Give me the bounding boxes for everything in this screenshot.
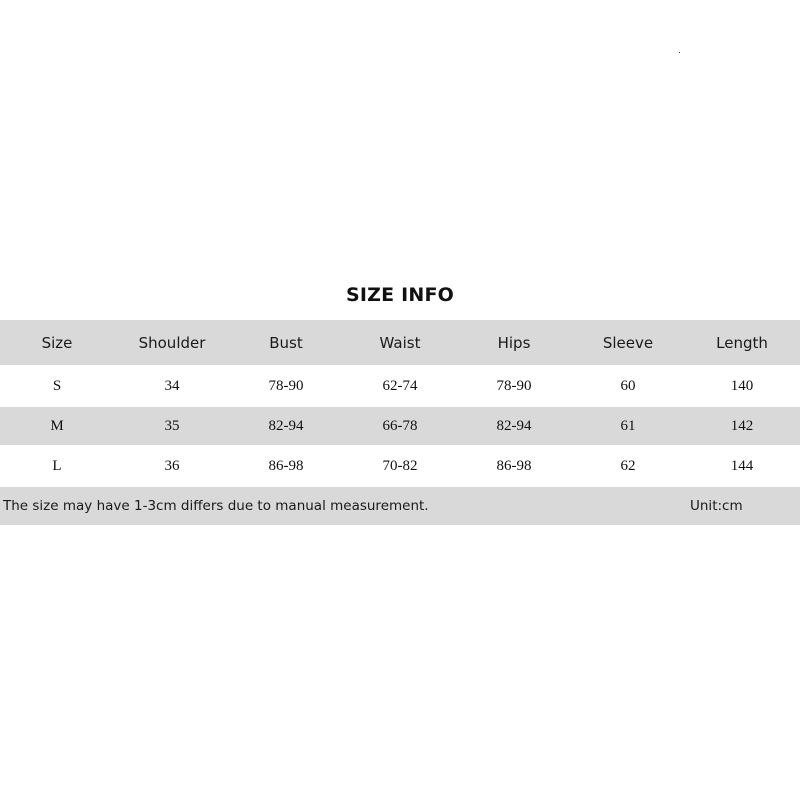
cell-waist: 62-74 [382,377,418,394]
table-row [0,367,800,405]
cell-hips: 86-98 [496,457,532,474]
cell-sleeve: 61 [620,417,636,434]
cell-length: 142 [730,417,754,434]
cell-size: S [52,377,62,394]
cell-hips: 82-94 [496,417,532,434]
header-length: Length [716,333,768,352]
cell-bust: 86-98 [268,457,304,474]
size-table [0,320,800,525]
cell-waist: 66-78 [382,417,418,434]
measurement-note: The size may have 1-3cm differs due to manual measurement. [3,498,429,514]
cell-size: M [50,417,64,434]
table-row [0,407,800,445]
page-title: SIZE INFO [345,284,455,306]
cell-shoulder: 36 [164,457,180,474]
cell-bust: 78-90 [268,377,304,394]
stray-dot [679,52,680,53]
header-bust: Bust [269,333,303,352]
cell-bust: 82-94 [268,417,304,434]
cell-length: 140 [730,377,754,394]
cell-shoulder: 35 [164,417,180,434]
table-row [0,447,800,485]
header-sleeve: Sleeve [602,333,654,352]
table-footer-row [0,487,800,525]
cell-shoulder: 34 [164,377,180,394]
cell-sleeve: 62 [620,457,636,474]
header-waist: Waist [379,333,421,352]
unit-label: Unit:cm [690,498,743,514]
cell-hips: 78-90 [496,377,532,394]
header-size: Size [41,333,73,352]
cell-waist: 70-82 [382,457,418,474]
table-header-row [0,320,800,365]
cell-sleeve: 60 [620,377,636,394]
cell-size: L [52,457,62,474]
header-shoulder: Shoulder [138,333,206,352]
cell-length: 144 [730,457,754,474]
header-hips: Hips [497,333,531,352]
